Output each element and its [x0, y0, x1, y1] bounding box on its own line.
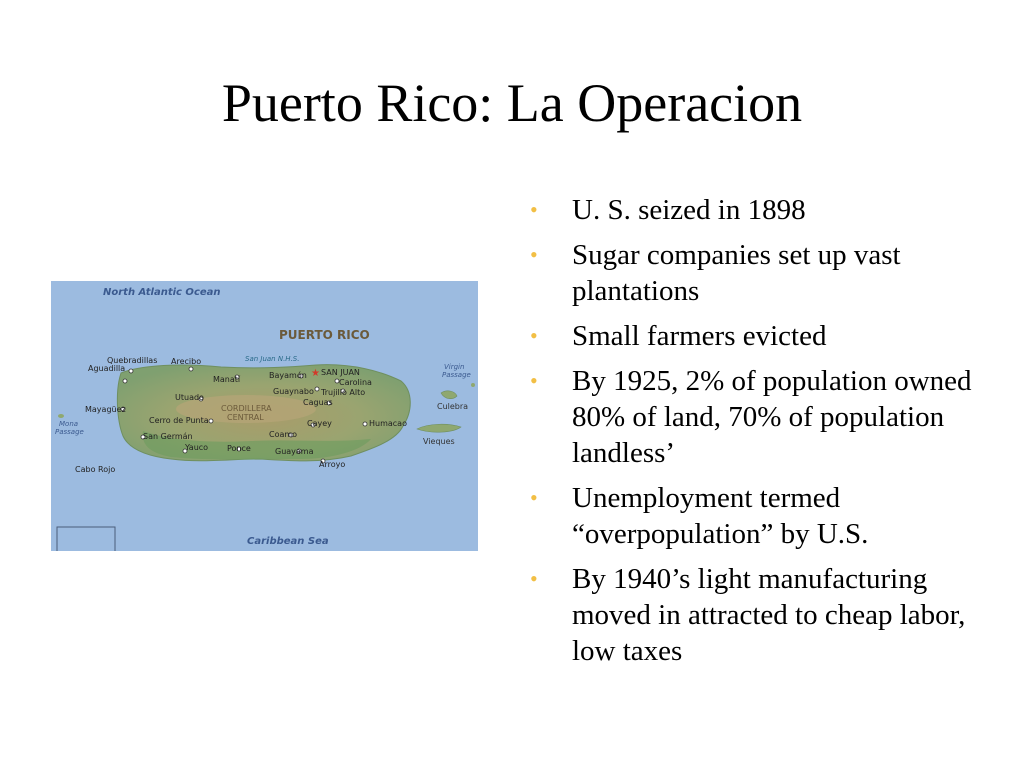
- city-label-mayaguez: Mayagüez: [85, 405, 126, 414]
- bullet-text: Sugar companies set up vast plantations: [572, 239, 901, 307]
- bullet-item: [530, 363, 990, 471]
- bullet-dot-icon: •: [530, 323, 538, 348]
- bullet-dot-icon: •: [530, 242, 538, 267]
- bullet-dot-icon: •: [530, 197, 538, 222]
- city-label-ponce: Ponce: [227, 444, 251, 453]
- city-label-manati: Manatí: [213, 375, 241, 384]
- city-dot-arecibo: [189, 367, 193, 371]
- puerto-rico-map: [51, 281, 478, 551]
- city-dot-aguadilla: [123, 379, 127, 383]
- capital-label: SAN JUAN: [321, 368, 360, 377]
- city-label-cayey: Cayey: [307, 419, 332, 428]
- capital-star-icon: ★: [311, 368, 320, 379]
- bullet-dot-icon: •: [530, 485, 538, 510]
- virgin-passage-label-2: Passage: [442, 371, 471, 379]
- mona-islet: [58, 414, 64, 418]
- city-label-guaynabo: Guaynabo: [273, 387, 314, 396]
- city-label-utuado: Utuado: [175, 393, 204, 402]
- country-label: PUERTO RICO: [279, 328, 370, 342]
- city-dot-cerro: [209, 419, 213, 423]
- bullet-item: [530, 192, 990, 228]
- bullet-dot-icon: •: [530, 368, 538, 393]
- city-label-caguas: Caguas: [303, 398, 333, 407]
- virgin-passage-label: Virgin: [444, 363, 465, 371]
- bullet-item: [530, 237, 990, 309]
- bullet-item: [530, 561, 990, 669]
- city-label-guayama: Guayama: [275, 447, 314, 456]
- city-dot-guaynabo: [315, 387, 319, 391]
- city-label-humacao: Humacao: [369, 419, 407, 428]
- mona-passage-label-2: Passage: [55, 428, 84, 436]
- city-dot-humacao: [363, 422, 367, 426]
- city-label-cerro: Cerro de Punta: [149, 416, 209, 425]
- city-label-arroyo: Arroyo: [319, 460, 346, 469]
- city-label-quebradillas: Quebradillas: [107, 356, 158, 365]
- site-label: San Juan N.H.S.: [245, 355, 300, 363]
- bullet-item: [530, 480, 990, 552]
- city-label-trujillo: Trujillo Alto: [321, 388, 366, 397]
- city-label-bayamon: Bayamón: [269, 371, 307, 380]
- culebra-label: Culebra: [437, 402, 469, 411]
- city-label-arecibo: Arecibo: [171, 357, 202, 366]
- city-label-coamo: Coamo: [269, 430, 298, 439]
- eastern-islet: [471, 383, 475, 387]
- sea-label-south: Caribbean Sea: [247, 536, 329, 547]
- city-label-san-german: San Germán: [143, 432, 193, 441]
- city-label-aguadilla: Aguadilla: [88, 364, 126, 373]
- mona-passage-label: Mona: [59, 420, 79, 428]
- city-dot-quebradillas: [129, 369, 133, 373]
- ocean-label-north: North Atlantic Ocean: [103, 287, 221, 298]
- city-label-cabo-rojo: Cabo Rojo: [75, 465, 116, 474]
- bullet-item: [530, 318, 990, 354]
- bullet-text: By 1940’s light manufacturing moved in attracted to cheap labor, low taxes: [572, 563, 966, 667]
- slide-title: Puerto Rico: La Operacion: [221, 73, 803, 133]
- bullet-list: [530, 192, 990, 678]
- bullet-dot-icon: •: [530, 566, 538, 591]
- bullet-text: U. S. seized in 1898: [572, 194, 806, 226]
- cordillera-label: CORDILLERA: [221, 404, 272, 413]
- bullet-text: Unemployment termed “overpopulation” by U.S.: [572, 482, 869, 550]
- bullet-text: By 1925, 2% of population owned 80% of land, 70% of population landless’: [572, 365, 972, 469]
- city-label-carolina: Carolina: [339, 378, 372, 387]
- city-label-yauco: Yauco: [185, 443, 209, 452]
- cordillera-label-2: CENTRAL: [227, 413, 264, 422]
- bullet-text: Small farmers evicted: [572, 320, 827, 352]
- vieques-label: Vieques: [423, 437, 455, 446]
